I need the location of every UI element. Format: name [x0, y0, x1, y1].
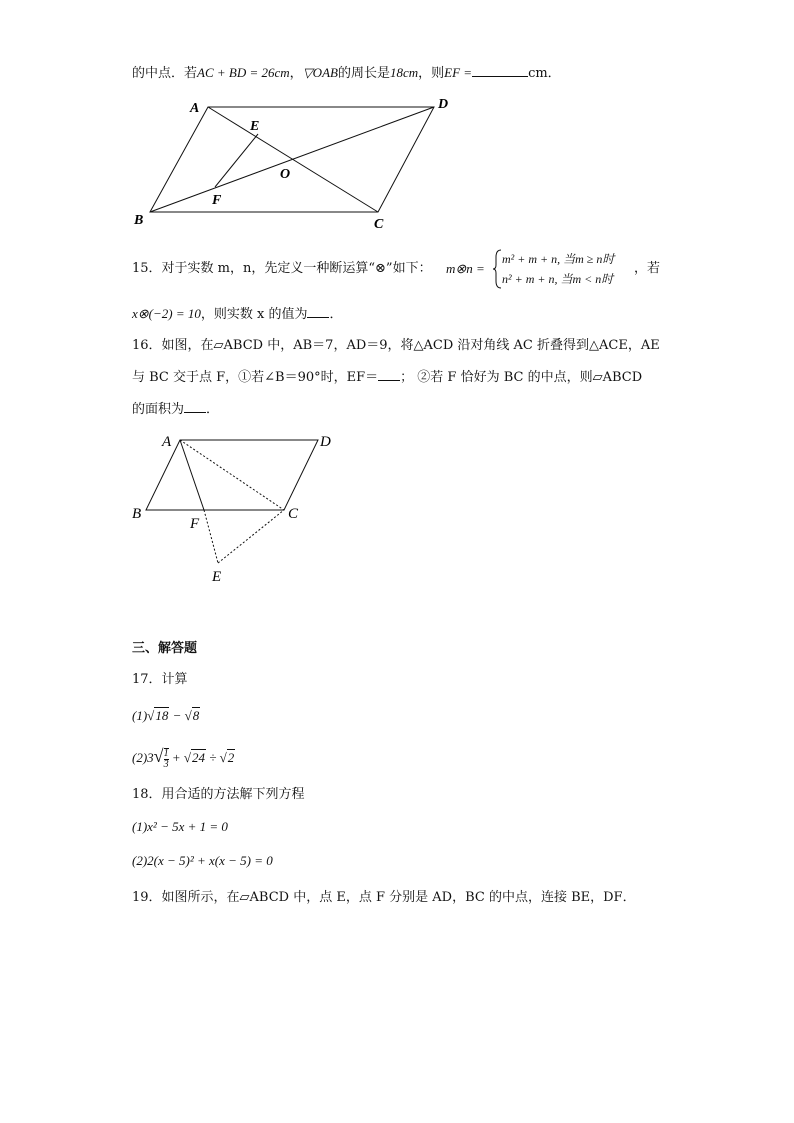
q15-def-lhs-text: m⊗n =: [446, 261, 485, 276]
q14-sep1: ，: [289, 66, 303, 81]
sqrt-icon: √: [184, 708, 192, 723]
q16-number: 16．: [132, 338, 162, 353]
q16-label-f: F: [190, 516, 200, 532]
q15-number: 15．: [132, 261, 162, 276]
q16-line3b-text: ．: [206, 402, 220, 417]
q16-answer-blank-2[interactable]: [184, 400, 206, 413]
sqrt-icon: √: [219, 750, 227, 765]
q16-line3a-text: 的面积为: [132, 402, 185, 417]
q16-label-a: A: [162, 434, 172, 450]
q18-item1: (1)x² − 5x + 1 = 0: [132, 819, 228, 834]
q15-line2: [132, 305, 343, 324]
q14-label-a: A: [190, 101, 200, 116]
q14-expr2: ▽OAB: [302, 65, 338, 80]
q14-label-f: F: [212, 193, 222, 208]
q17-item1-radicand2: 8: [192, 708, 200, 723]
q15-case2-text: n² + m + n, 当m < n时: [502, 272, 614, 286]
q18-item2: (2)2(x − 5)² + x(x − 5) = 0: [132, 853, 273, 868]
q16-line1-text: 如图，在▱ABCD 中，AB＝7，AD＝9，将△ACD 沿对角线 AC 折叠得到△ACE，AE: [161, 338, 660, 353]
q16-label-c: C: [288, 506, 299, 522]
q15-case1: [502, 250, 614, 268]
q15-line2-expr: x⊗(−2) = 10: [132, 306, 201, 321]
q17-item1-minus: −: [169, 708, 185, 723]
q19-text: 19．如图所示，在▱ABCD 中，点 E，点 F 分别是 AD，BC 的中点，连接 BE，DF．: [132, 890, 636, 905]
sqrt-icon: √: [147, 708, 155, 723]
q14-line: [132, 64, 561, 83]
q15-definition-lhs: [446, 260, 485, 279]
q17-item2-denominator: 3: [163, 759, 169, 771]
q16-answer-blank-1[interactable]: [378, 368, 400, 381]
q14-label-b: B: [134, 213, 144, 228]
q15-after: [634, 260, 660, 278]
q16-label-b: B: [132, 506, 142, 522]
q17-title: 17．计算: [132, 672, 188, 687]
q17-item1: [132, 707, 200, 725]
q14-text-start: 的中点．若: [132, 66, 198, 81]
q14-expr3: 18cm: [389, 65, 419, 80]
q16-line2: [132, 368, 642, 387]
q17-item2-plus: +: [168, 750, 184, 765]
q14-text-then: ，则: [418, 66, 445, 81]
q17-item1-prefix: (1): [132, 708, 148, 723]
q17-item2-prefix: (2)3: [132, 750, 154, 765]
q14-text-mid: 的周长是: [337, 66, 390, 81]
q16-label-e: E: [212, 569, 222, 585]
q15-after-text: ，若: [634, 261, 661, 276]
q15-line1: [132, 260, 432, 278]
q17-item1-radicand1: 18: [155, 708, 169, 723]
q14-label-d: D: [438, 97, 449, 112]
q16-label-d: D: [320, 434, 331, 450]
q15-line2-text: ，则实数 x 的值为: [200, 307, 308, 322]
q16-fold-figure: [128, 428, 348, 590]
q14-label-c: C: [374, 217, 384, 232]
sqrt-icon: √: [153, 746, 164, 766]
q18-title: 18．用合适的方法解下列方程: [132, 787, 305, 802]
q15-case1-text: m² + m + n, 当m ≥ n时: [502, 252, 615, 266]
q14-parallelogram-figure: [128, 92, 468, 234]
q14-answer-blank[interactable]: [472, 64, 528, 77]
q15-text: 对于实数 m，n，先定义一种断运算“⊗”如下：: [161, 261, 432, 276]
q15-case2: [502, 270, 613, 288]
q14-unit: cm．: [528, 66, 561, 81]
section-3-title: 三、解答题: [132, 641, 198, 656]
q15-line2-end: ．: [329, 307, 343, 322]
q14-label-e: E: [250, 119, 260, 134]
q16-line1: [132, 337, 660, 355]
q14-expr4: EF =: [444, 65, 473, 80]
q17-item2-radicand1: 24: [191, 750, 205, 765]
q14-expr1: AC + BD = 26cm: [197, 65, 290, 80]
q16-line3: [132, 400, 219, 419]
q15-answer-blank[interactable]: [307, 305, 329, 318]
q17-item2-divide: ÷: [205, 750, 220, 765]
q16-line2b-text: ； ②若 F 恰好为 BC 的中点，则▱ABCD: [400, 370, 643, 385]
sqrt-icon: √: [183, 750, 191, 765]
q14-label-o: O: [280, 167, 291, 182]
q17-item2-radicand2: 2: [227, 750, 235, 765]
q16-line2a-text: 与 BC 交于点 F，①若∠B＝90°时，EF＝: [132, 370, 379, 385]
q17-item2-numerator: 1: [163, 748, 169, 760]
q17-item2: [132, 747, 235, 770]
